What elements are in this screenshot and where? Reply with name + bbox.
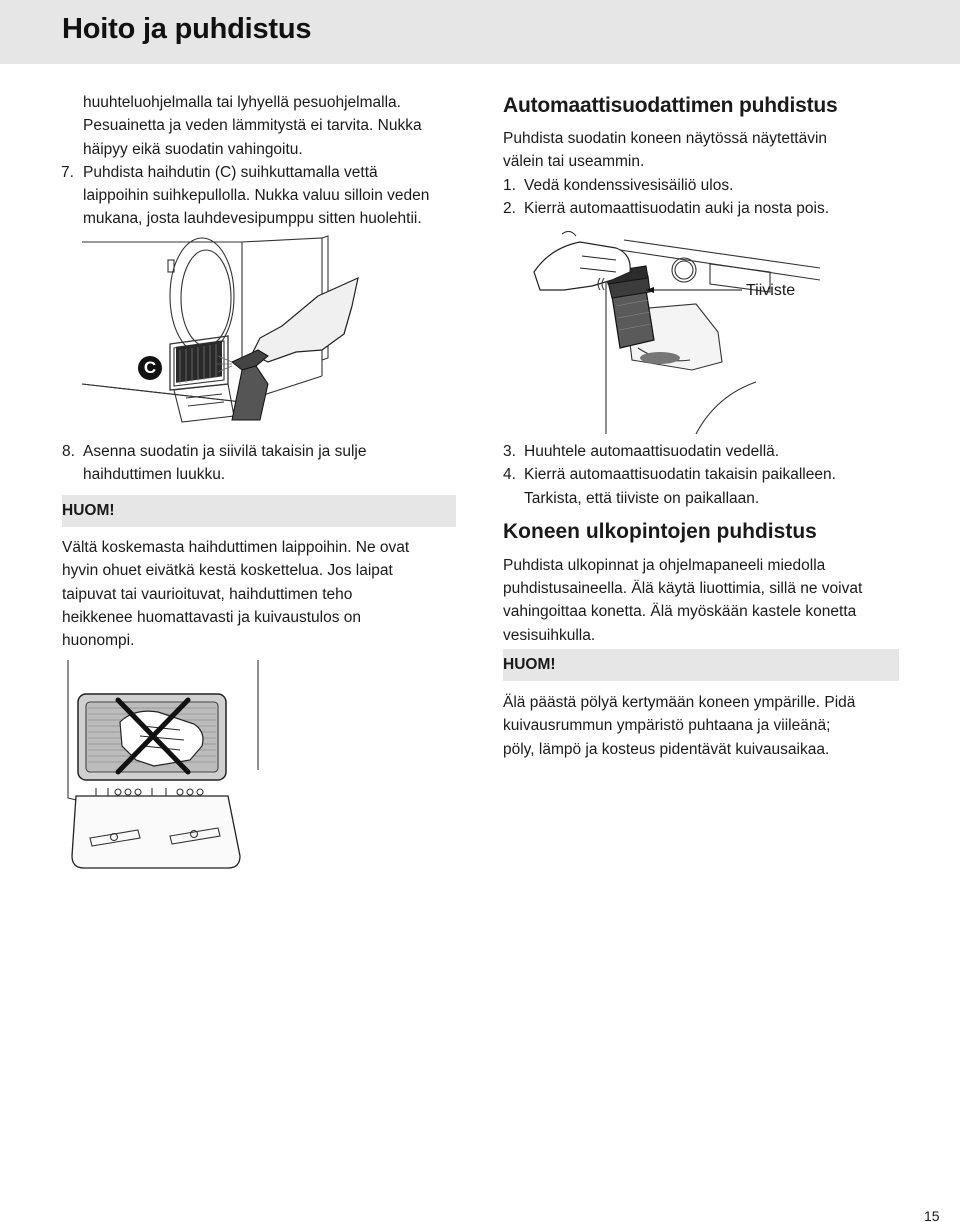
step-4 bbox=[503, 463, 903, 510]
intro-line: Puhdista suodatin koneen näytössä näytettävin bbox=[503, 130, 828, 147]
left-top-text bbox=[62, 91, 458, 231]
step-line: haihduttimen luukku. bbox=[83, 466, 226, 484]
note-line: kuivausrummun ympäristö puhtaana ja viileänä; bbox=[503, 717, 831, 735]
step-number: 8. bbox=[62, 443, 75, 460]
para-line: Puhdista ulkopinnat ja ohjelmapaneeli miedolla bbox=[503, 556, 826, 574]
step-2 bbox=[503, 197, 903, 220]
note-line: taipuvat tai vaurioituvat, haihduttimen teho bbox=[62, 585, 353, 603]
page-title: Hoito ja puhdistus bbox=[62, 13, 312, 45]
step-line: laippoihin suihkepullolla. Nukka valuu silloin veden bbox=[83, 187, 430, 205]
evaporator-cleaning-illustration bbox=[82, 234, 460, 424]
step-number: 3. bbox=[503, 443, 516, 460]
page-header bbox=[0, 0, 960, 64]
step-1 bbox=[503, 174, 903, 197]
intro-line: välein tai useammin. bbox=[503, 153, 645, 171]
page-number: 15 bbox=[924, 1208, 940, 1222]
section-heading-exterior: Koneen ulkopintojen puhdistus bbox=[503, 519, 817, 543]
step-line: Tarkista, että tiiviste on paikallaan. bbox=[524, 489, 760, 507]
do-not-touch-fins-illustration bbox=[62, 660, 262, 872]
right-note-text bbox=[503, 691, 903, 761]
step-number: 7. bbox=[61, 163, 74, 181]
note-line: huonompi. bbox=[62, 632, 135, 650]
step-text: Vedä kondenssivesisäiliö ulos. bbox=[524, 176, 734, 194]
step-line: Huuhtele automaattisuodatin vedellä. bbox=[524, 443, 780, 460]
note-line: Älä päästä pölyä kertymään koneen ympärille. Pidä bbox=[503, 694, 856, 711]
para-line: vesisuihkulla. bbox=[503, 626, 596, 644]
intro-line: huuhteluohjelmalla tai lyhyellä pesuohjelmalla. bbox=[83, 94, 401, 111]
step-line: mukana, josta lauhdevesipumppu sitten huolehtii. bbox=[83, 210, 422, 228]
para-line: vahingoittaa konetta. Älä myöskään kastele konetta bbox=[503, 603, 857, 621]
evaporator-c-badge: C bbox=[138, 356, 162, 380]
step-number: 4. bbox=[503, 466, 516, 484]
step-line: Kierrä automaattisuodatin takaisin paikalleen. bbox=[524, 466, 836, 484]
section-heading-filter: Automaattisuodattimen puhdistus bbox=[503, 94, 838, 117]
step-line: Puhdista haihdutin (C) suihkuttamalla vettä bbox=[83, 163, 378, 181]
note-line: heikkenee huomattavasti ja kuivaustulos on bbox=[62, 608, 361, 626]
right-bottom-text bbox=[503, 440, 903, 647]
intro-line: Pesuainetta ja veden lämmitystä ei tarvita. Nukka bbox=[83, 117, 422, 135]
left-note-text bbox=[62, 536, 458, 652]
note-label: HUOM! bbox=[503, 656, 556, 673]
step-number: 1. bbox=[503, 176, 516, 194]
left-bottom-text bbox=[62, 440, 458, 487]
step-8 bbox=[62, 440, 458, 487]
para-line: puhdistusaineella. Älä käytä liuottimia, sillä ne voivat bbox=[503, 580, 863, 598]
step-3 bbox=[503, 440, 903, 463]
note-line: pöly, lämpö ja kosteus pidentävät kuivausaikaa. bbox=[503, 740, 830, 758]
note-bar-left bbox=[62, 495, 456, 527]
step-number: 2. bbox=[503, 199, 516, 217]
right-top-text bbox=[503, 93, 903, 220]
step-line: Asenna suodatin ja siivilä takaisin ja sulje bbox=[83, 443, 367, 460]
note-label: HUOM! bbox=[62, 502, 115, 519]
step-text: Kierrä automaattisuodatin auki ja nosta pois. bbox=[524, 199, 830, 217]
note-line: Vältä koskemasta haihduttimen laippoihin. Ne ovat bbox=[62, 539, 410, 556]
intro-line: häipyy eikä suodatin vahingoitu. bbox=[83, 140, 303, 158]
note-bar-right bbox=[503, 649, 899, 681]
step-7 bbox=[62, 161, 458, 231]
automatic-filter-illustration bbox=[520, 224, 820, 436]
seal-label: Tiiviste bbox=[746, 282, 796, 299]
note-line: hyvin ohuet eivätkä kestä koskettelua. Jos laipat bbox=[62, 562, 393, 580]
